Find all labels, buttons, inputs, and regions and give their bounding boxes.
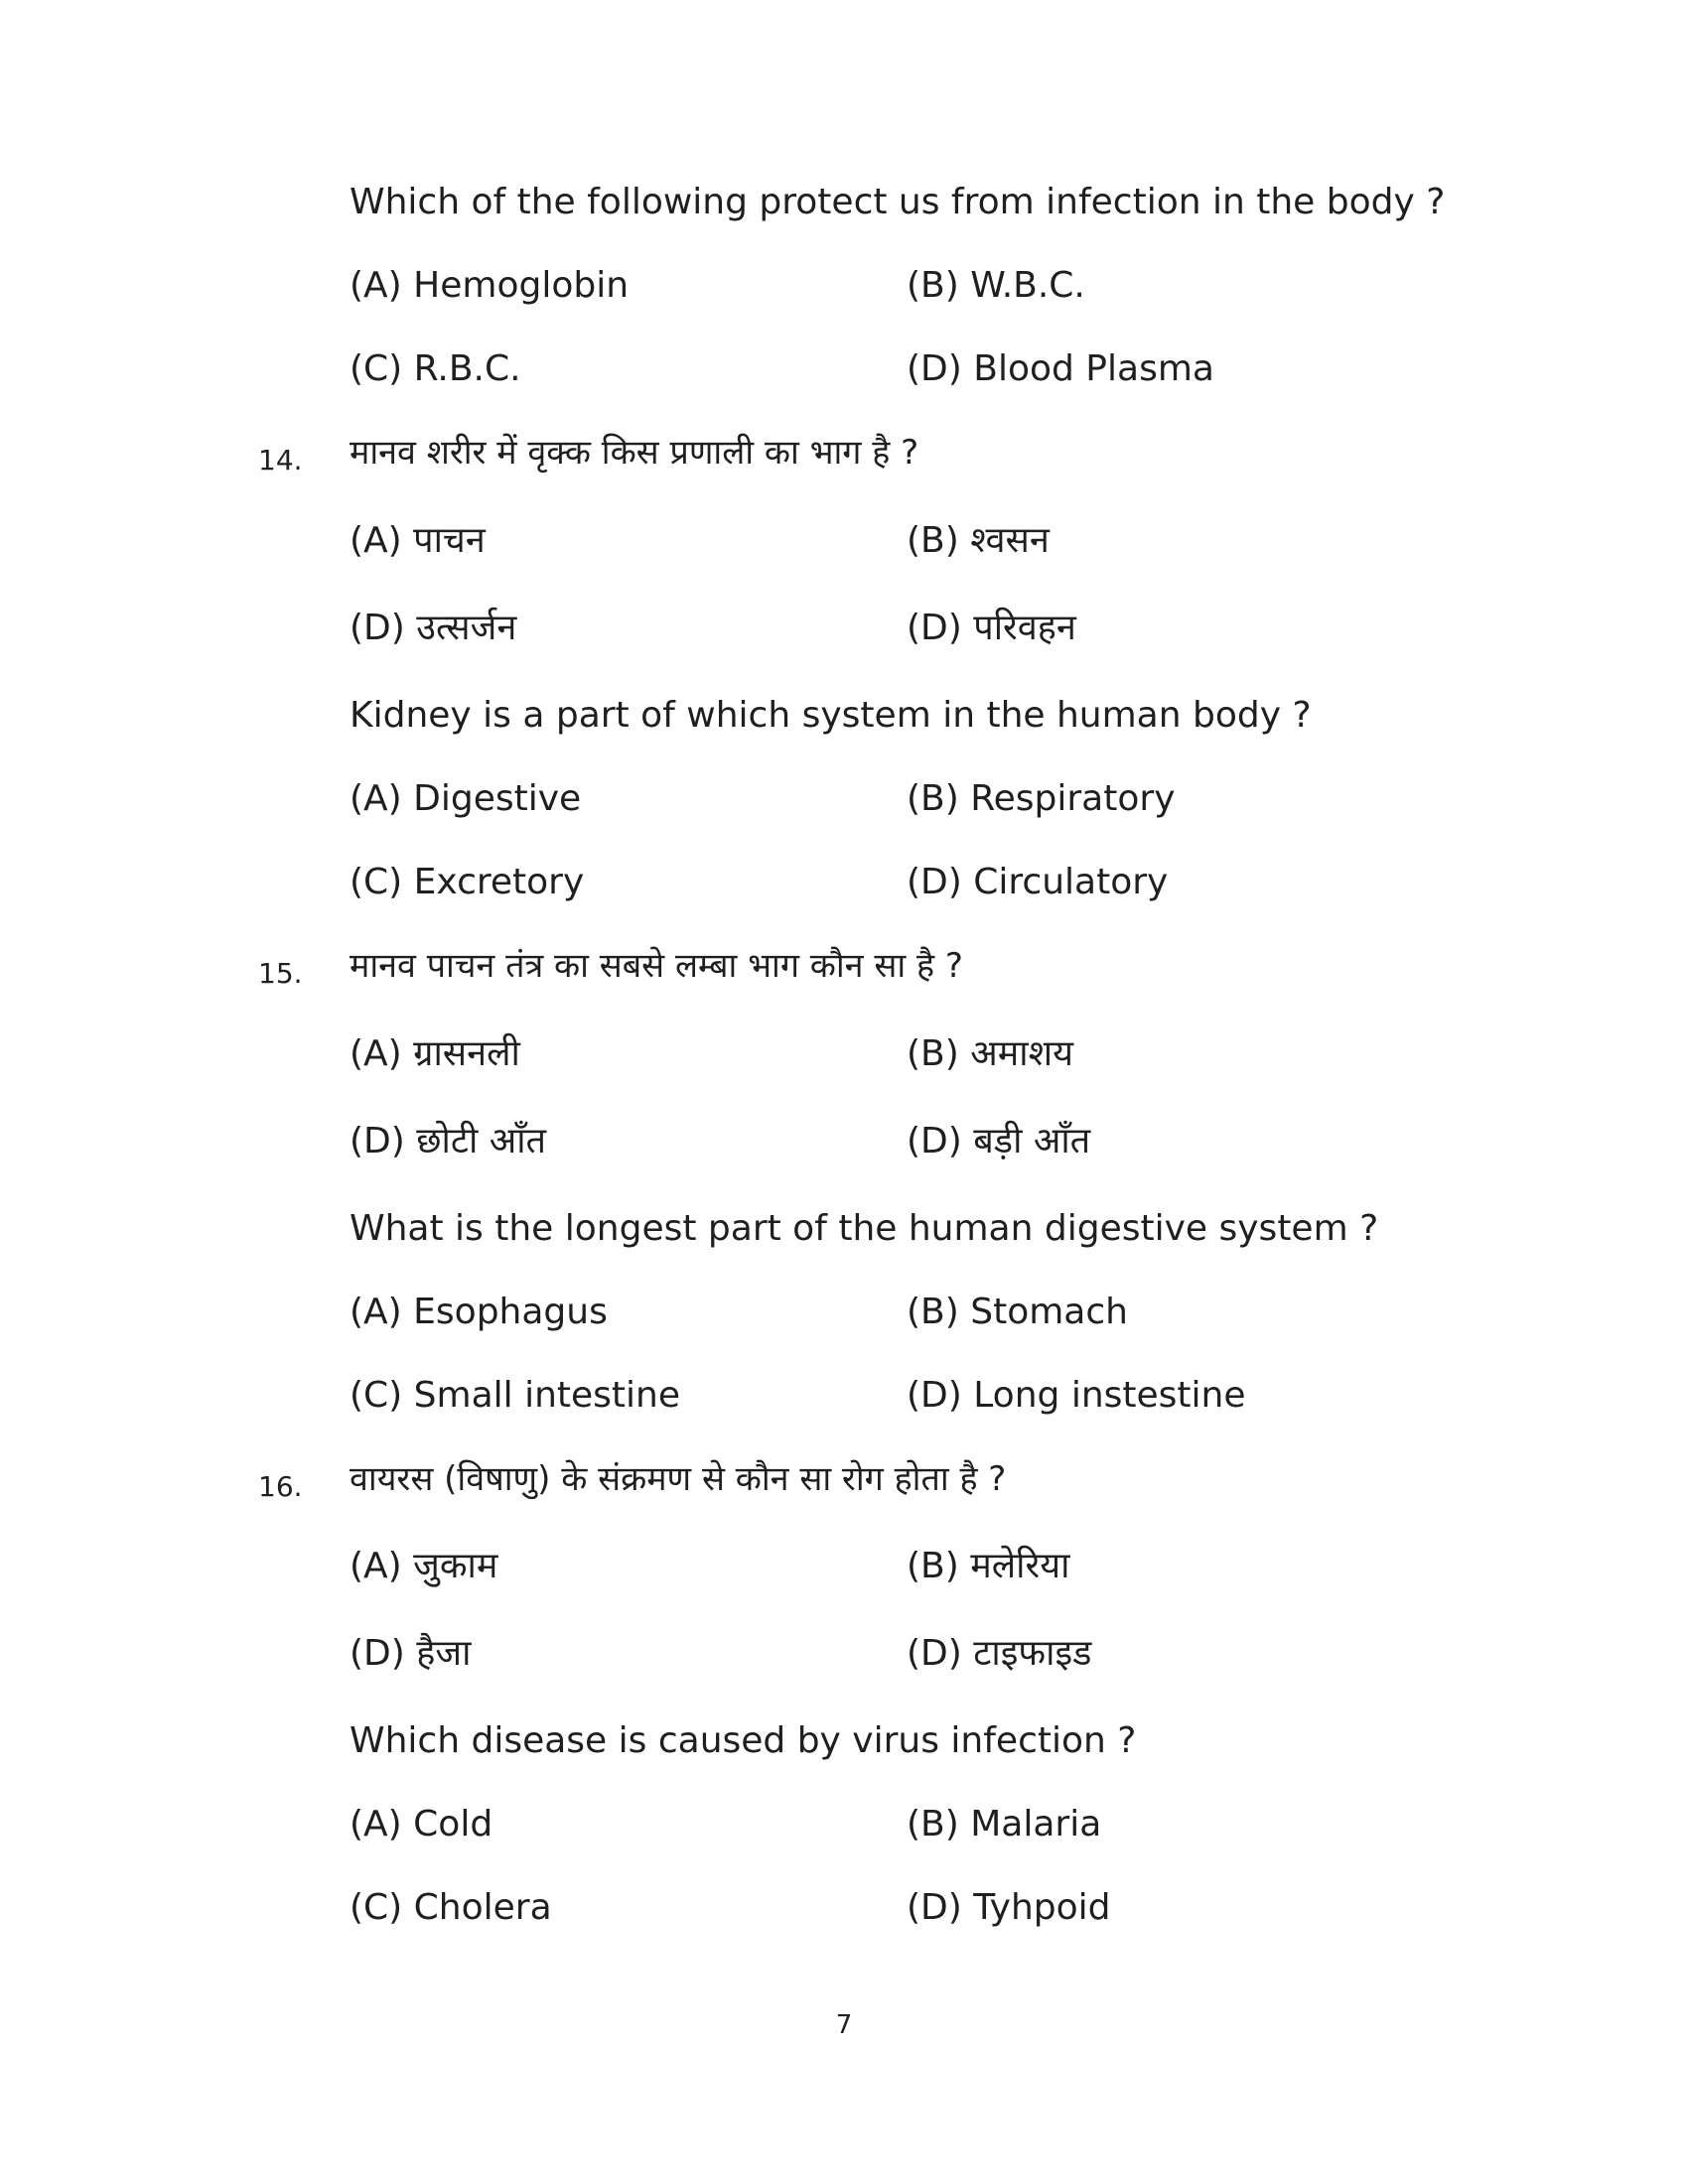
question-14-english-option-c: (C) Excretory [350,862,585,902]
question-16-hindi-option-a: (A) जुकाम [350,1546,498,1586]
question-16-english-option-c: (C) Cholera [350,1887,552,1928]
question-14-hindi-option-d: (D) परिवहन [907,608,1076,648]
question-16-hindi-text: वायरस (विषाणु) के संक्रमण से कौन सा रोग होता है ? [350,1459,1007,1499]
question-14-english-option-a: (A) Digestive [350,778,582,819]
question-15-english [0,1205,1688,1265]
question-13-english [0,179,1688,238]
question-16-english-text: Which disease is caused by virus infection ? [350,1720,1137,1761]
question-15-english-option-d: (D) Long instestine [907,1375,1246,1416]
question-14-english [0,692,1688,751]
question-16-english [0,1717,1688,1777]
question-16-hindi-option-c: (D) हैजा [350,1633,472,1674]
question-15-english-text: What is the longest part of the human digestive system ? [350,1208,1379,1249]
question-15-hindi [0,942,1688,1002]
question-15-hindi-text: मानव पाचन तंत्र का सबसे लम्बा भाग कौन सा है ? [350,946,963,986]
question-16-hindi [0,1455,1688,1515]
question-15-english-options-row-1 [0,1289,1688,1348]
question-16-hindi-options-row-2 [0,1630,1688,1690]
question-16-number: 16. [258,1470,303,1503]
question-15-hindi-option-c: (D) छोटी आँत [350,1121,547,1161]
question-14-hindi-options-row-1 [0,517,1688,577]
question-15-english-option-c: (C) Small intestine [350,1375,681,1416]
question-14-hindi-option-c: (D) उत्सर्जन [350,608,517,648]
question-16-hindi-option-b: (B) मलेरिया [907,1546,1070,1586]
question-14-english-options-row-2 [0,859,1688,918]
question-16-hindi-option-d: (D) टाइफाइड [907,1633,1092,1674]
question-14-english-text: Kidney is a part of which system in the human body ? [350,695,1312,736]
question-14-hindi-option-a: (A) पाचन [350,520,486,561]
question-15-hindi-option-b: (B) अमाशय [907,1033,1073,1074]
question-16-english-option-d: (D) Tyhpoid [907,1887,1111,1928]
question-13-option-c: (C) R.B.C. [350,348,521,389]
question-15-english-option-a: (A) Esophagus [350,1292,608,1332]
question-14-hindi-option-b: (B) श्वसन [907,520,1050,561]
question-14-hindi-options-row-2 [0,605,1688,664]
question-14-hindi [0,429,1688,488]
question-14-hindi-text: मानव शरीर में वृक्क किस प्रणाली का भाग है ? [350,433,919,473]
question-14-english-option-b: (B) Respiratory [907,778,1176,819]
question-15-english-option-b: (B) Stomach [907,1292,1128,1332]
question-16-english-option-b: (B) Malaria [907,1804,1102,1844]
page-number: 7 [835,2010,853,2040]
question-16-hindi-options-row-1 [0,1543,1688,1602]
question-13-option-a: (A) Hemoglobin [350,265,630,306]
question-15-hindi-options-row-1 [0,1030,1688,1090]
question-13-option-d: (D) Blood Plasma [907,348,1214,389]
question-14-english-option-d: (D) Circulatory [907,862,1169,902]
question-15-hindi-options-row-2 [0,1118,1688,1177]
question-13-option-b: (B) W.B.C. [907,265,1085,306]
question-14-english-options-row-1 [0,775,1688,835]
question-16-english-options-row-2 [0,1884,1688,1944]
question-14-number: 14. [258,444,303,477]
question-16-english-options-row-1 [0,1801,1688,1860]
question-15-hindi-option-a: (A) ग्रासनली [350,1033,520,1074]
question-16-english-option-a: (A) Cold [350,1804,493,1844]
question-15-hindi-option-d: (D) बड़ी आँत [907,1121,1091,1161]
question-13-options-row-1 [0,262,1688,322]
question-15-english-options-row-2 [0,1372,1688,1432]
question-15-number: 15. [258,957,303,990]
question-13-english-text: Which of the following protect us from infection in the body ? [350,182,1446,222]
question-13-options-row-2 [0,345,1688,405]
